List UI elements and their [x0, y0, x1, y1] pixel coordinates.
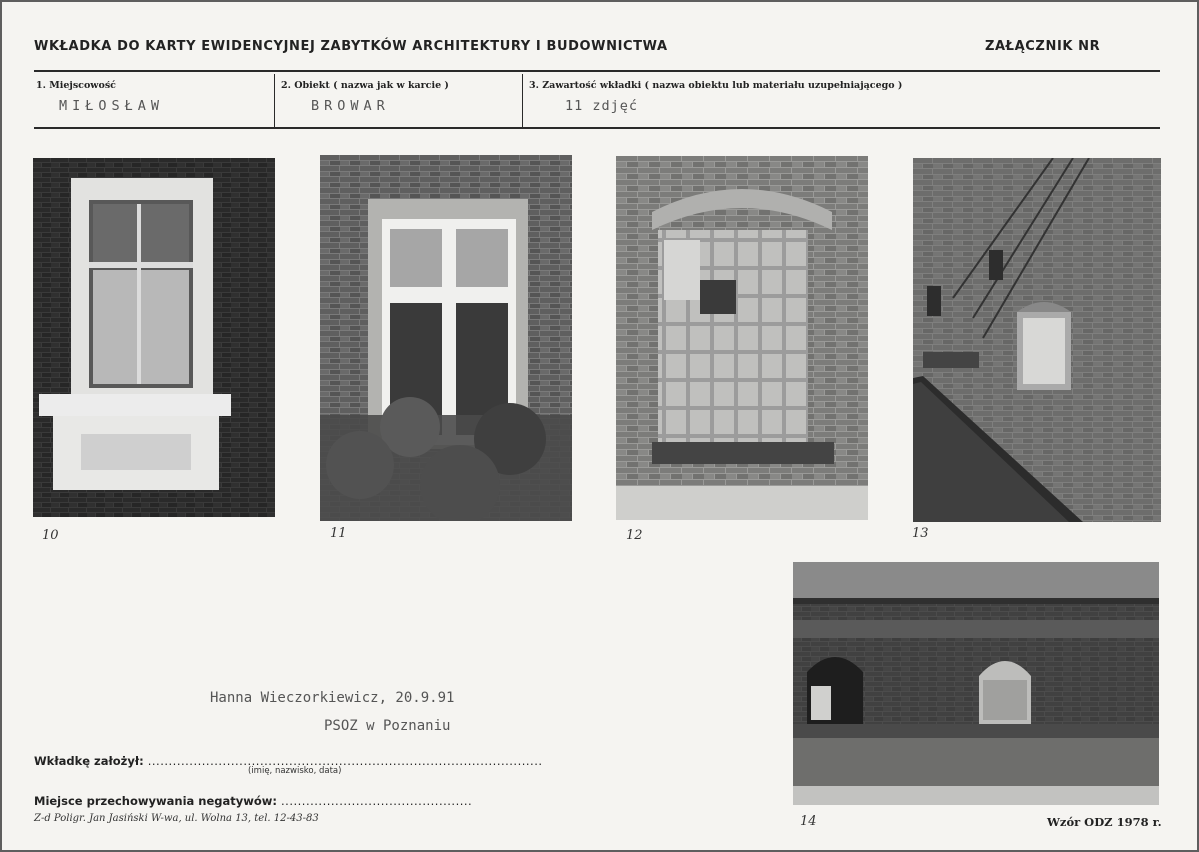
author-name-date: Hanna Wieczorkiewicz, 20.9.91	[210, 690, 455, 706]
created-by-label: Wkładkę założył:	[34, 754, 144, 768]
photo-11	[320, 155, 572, 521]
negatives-storage-label: Miejsce przechowywania negatywów:	[34, 794, 278, 808]
field-divider	[522, 74, 523, 128]
photo-12	[616, 156, 868, 520]
created-by-hint: (imię, nazwisko, data)	[248, 766, 342, 776]
photo-10-number: 10	[42, 528, 59, 543]
object-label: 2. Obiekt ( nazwa jak w karcie )	[281, 80, 449, 91]
form-version: Wzór ODZ 1978 r.	[1047, 815, 1162, 829]
locality-label: 1. Miejscowość	[36, 80, 116, 91]
header-rule-top	[34, 70, 1160, 72]
locality-value: MIŁOSŁAW	[59, 98, 165, 114]
photo-13-number: 13	[912, 526, 929, 541]
header-rule-bottom	[34, 127, 1160, 129]
object-value: BROWAR	[311, 98, 390, 114]
created-by-dots: ...............................................................................................	[147, 754, 543, 768]
author-institution: PSOZ w Poznaniu	[324, 718, 451, 734]
negatives-storage-dots: ..............................................	[281, 794, 473, 808]
document-title: WKŁADKA DO KARTY EWIDENCYJNEJ ZABYTKÓW ARCHITEKTURY I BUDOWNICTWA	[34, 39, 668, 54]
field-divider	[274, 74, 275, 128]
photo-14	[793, 562, 1159, 805]
attachment-number-label: ZAŁĄCZNIK NR	[985, 39, 1101, 54]
content-label: 3. Zawartość wkładki ( nazwa obiektu lub materiału uzupełniającego )	[529, 80, 903, 91]
negatives-storage-row	[34, 794, 472, 808]
photo-14-number: 14	[800, 814, 817, 829]
photo-11-number: 11	[330, 526, 347, 541]
record-sheet	[2, 2, 1197, 850]
printer-imprint: Z-d Poligr. Jan Jasiński W-wa, ul. Wolna 13, tel. 12-43-83	[34, 813, 319, 824]
photo-12-number: 12	[626, 528, 643, 543]
photo-10	[33, 158, 275, 517]
content-value: 11 zdjęć	[565, 98, 639, 114]
photo-13	[913, 158, 1161, 522]
